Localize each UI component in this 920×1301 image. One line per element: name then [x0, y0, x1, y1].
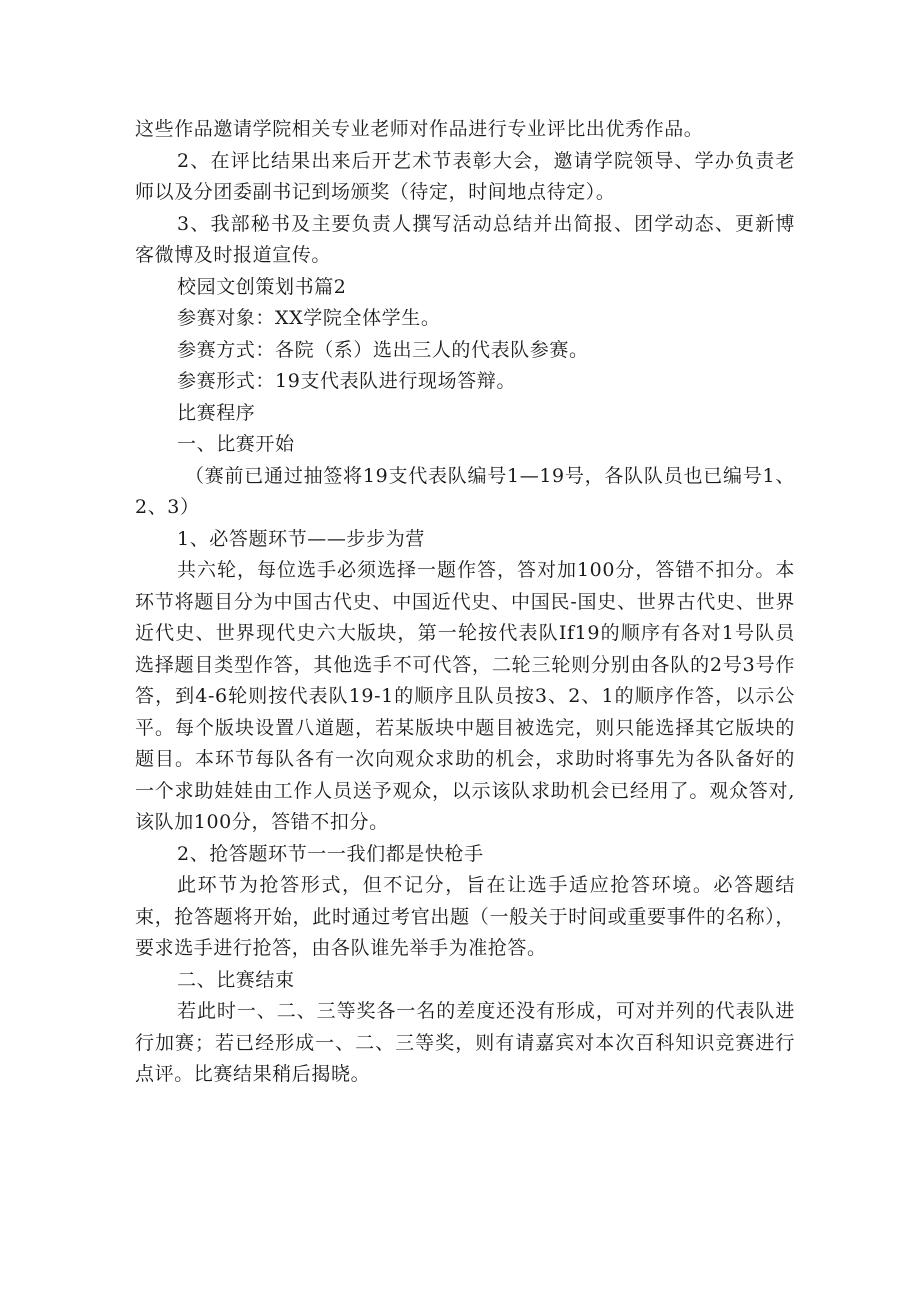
paragraph-participants: 参赛对象：XX学院全体学生。 — [177, 307, 441, 329]
heading-competition-end: 二、比赛结束 — [177, 968, 295, 991]
heading-required-questions: 1、必答题环节——步步为营 — [177, 527, 425, 550]
heading-competition-start: 一、比赛开始 — [177, 433, 295, 455]
section-title-plan-2: 校园文创策划书篇2 — [177, 275, 347, 298]
paragraph-draw-numbering: （赛前已通过抽签将19支代表队编号1—19号，各队队员也已编号1、2、3） — [135, 464, 795, 518]
paragraph-quick-answer-rules: 此环节为抢答形式，但不记分，旨在让选手适应抢答环境。必答题结束，抢答题将开始，此时通过考官出题（一般关于时间或重要事件的名称），要求选手进行抢答，由各队谁先举手为准抢答。 — [135, 874, 795, 959]
paragraph-required-questions-rules: 共六轮，每位选手必须选择一题作答，答对加100分，答错不扣分。本环节将题目分为中国古代史、中国近代史、中国民-国史、世界古代史、世界近代史、世界现代史六大版块，第一轮按代表队If19的顺序有各对1号队员选择题目类型作答，其他选手不可代答，二轮三轮则分别由各队的2号3号作答，到4-6轮则按代表队19-1的顺序且队员按3、2、1的顺序作答，以示公平。每个版块设置八道题，若某版块中题目被选完，则只能选择其它版块的题目。本环节每队各有一次向观众求助的机会，求助时将事先为各队备好的一个求助娃娃由工作人员送予观众，以示该队求助机会已经用了。观众答对,该队加100分，答错不扣分。 — [135, 559, 795, 833]
paragraph-summary-report: 3、我部秘书及主要负责人撰写活动总结并出简报、团学动态、更新博客微博及时报道宣传。 — [135, 212, 795, 266]
heading-competition-procedure: 比赛程序 — [177, 401, 256, 424]
document-body — [135, 114, 795, 1091]
paragraph-award-ceremony: 2、在评比结果出来后开艺术节表彰大会，邀请学院领导、学办负责老师以及分团委副书记到场颁奖（待定，时间地点待定）。 — [135, 149, 795, 203]
paragraph-competition-end-rules: 若此时一、二、三等奖各一名的差度还没有形成，可对并列的代表队进行加赛；若已经形成一、二、三等奖，则有请嘉宾对本次百科知识竞赛进行点评。比赛结果稍后揭晓。 — [135, 1000, 795, 1085]
heading-quick-answer: 2、抢答题环节一一我们都是快枪手 — [177, 842, 484, 865]
paragraph-participation-method: 参赛方式：各院（系）选出三人的代表队参赛。 — [177, 338, 589, 361]
paragraph-competition-format: 参赛形式：19支代表队进行现场答辩。 — [177, 370, 516, 392]
paragraph-award-evaluation: 这些作品邀请学院相关专业老师对作品进行专业评比出优秀作品。 — [135, 118, 704, 140]
